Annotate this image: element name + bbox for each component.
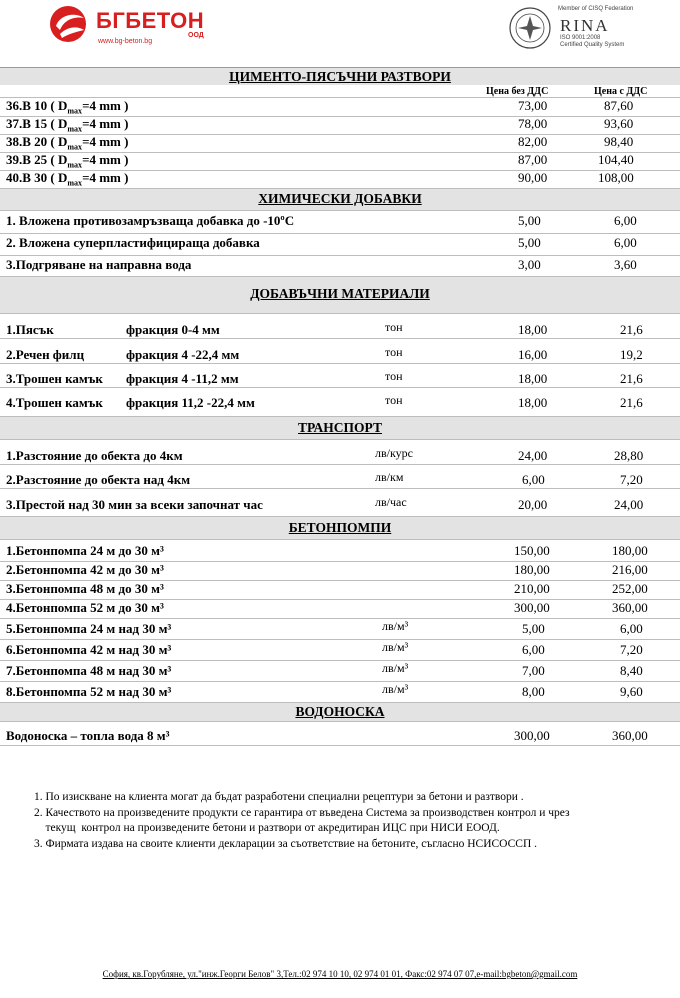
table-row bbox=[0, 621, 680, 641]
footer-contact: София, кв.Горубляне, ул."инж.Георги Белов" 3,Тел.:02 974 10 10, 02 974 01 01, Факс:02 974 07 07,e-mail:bgbeton@gmail.com bbox=[102, 969, 578, 979]
price-vat: 7,20 bbox=[620, 642, 643, 657]
price-no-vat: 16,00 bbox=[518, 347, 548, 362]
price-vat: 7,20 bbox=[620, 472, 643, 487]
price-vat: 98,40 bbox=[604, 134, 634, 149]
price-no-vat: 150,00 bbox=[514, 543, 550, 558]
row-label: 1.Бетонпомпа 24 м до 30 м³ bbox=[6, 543, 164, 558]
price-no-vat: 5,00 bbox=[522, 621, 545, 636]
section-title-materials: ДОБАВЪЧНИ МАТЕРИАЛИ bbox=[250, 286, 430, 301]
table-row bbox=[0, 497, 680, 517]
row-label: Водоноска – топла вода 8 м³ bbox=[6, 728, 170, 743]
price-vat: 93,60 bbox=[604, 116, 634, 131]
price-vat: 6,00 bbox=[620, 621, 643, 636]
price-no-vat: 300,00 bbox=[514, 728, 550, 743]
table-row bbox=[0, 663, 680, 683]
page-header bbox=[0, 0, 680, 66]
price-no-vat: 7,00 bbox=[522, 663, 545, 678]
row-label: 8.Бетонпомпа 52 м над 30 м³ bbox=[6, 684, 172, 699]
row-label: 3.Престой над 30 мин за всеки започнат час bbox=[6, 497, 263, 512]
website-text: www.bg-beton.bg bbox=[98, 38, 153, 45]
section-title-water: ВОДОНОСКА bbox=[295, 704, 385, 719]
price-vat: 180,00 bbox=[612, 543, 648, 558]
price-no-vat: 3,00 bbox=[518, 257, 541, 272]
row-label: 6.Бетонпомпа 42 м над 30 м³ bbox=[6, 642, 172, 657]
price-vat: 360,00 bbox=[612, 728, 648, 743]
table-row bbox=[0, 600, 680, 620]
table-row bbox=[0, 347, 680, 367]
row-label: 3.Трошен камък bbox=[6, 371, 103, 386]
price-no-vat: 18,00 bbox=[518, 322, 548, 337]
price-vat: 360,00 bbox=[612, 600, 648, 615]
column-header-no-vat: Цена без ДДС bbox=[486, 86, 549, 97]
cert-standard: ISO 9001:2008 bbox=[560, 35, 601, 41]
row-label: 1.Пясък bbox=[6, 322, 54, 337]
price-vat: 21,6 bbox=[620, 395, 643, 410]
divider bbox=[0, 338, 680, 339]
section-title-mortars: ЦИМЕНТО-ПЯСЪЧНИ РАЗТВОРИ bbox=[229, 69, 451, 84]
row-unit: тон bbox=[385, 345, 403, 359]
note-item: 2. Качеството на произведените продукти се гарантира от въведена Система за производствен контрол и чрез bbox=[34, 806, 570, 819]
row-label: 38.В 20 ( $D_{max}=4$ mm ) bbox=[6, 134, 129, 152]
logo-suffix: ООД bbox=[188, 32, 204, 39]
price-no-vat: 210,00 bbox=[514, 581, 550, 596]
section-title-chemicals: ХИМИЧЕСКИ ДОБАВКИ bbox=[258, 191, 422, 206]
price-no-vat: 5,00 bbox=[518, 213, 541, 228]
divider bbox=[0, 255, 680, 256]
price-vat: 3,60 bbox=[614, 257, 637, 272]
price-vat: 216,00 bbox=[612, 562, 648, 577]
divider bbox=[0, 210, 680, 211]
row-label: 4.Трошен камък bbox=[6, 395, 103, 410]
column-header-vat: Цена с ДДС bbox=[594, 86, 648, 97]
cert-name: RINA bbox=[560, 16, 610, 35]
table-row bbox=[0, 213, 680, 233]
table-row bbox=[0, 562, 680, 582]
row-label: 36.В 10 ( $D_{max}=4$ mm ) bbox=[6, 98, 129, 116]
divider bbox=[0, 488, 680, 489]
price-no-vat: 87,00 bbox=[518, 152, 548, 167]
row-label: 7.Бетонпомпа 48 м над 30 м³ bbox=[6, 663, 172, 678]
price-no-vat: 18,00 bbox=[518, 371, 548, 386]
table-row bbox=[0, 116, 680, 136]
cisq-seal-icon bbox=[508, 6, 552, 50]
table-row bbox=[0, 152, 680, 172]
price-no-vat: 24,00 bbox=[518, 448, 548, 463]
price-vat: 8,40 bbox=[620, 663, 643, 678]
divider bbox=[0, 539, 680, 540]
section-title-transport: ТРАНСПОРТ bbox=[298, 420, 382, 435]
row-unit: лв/км bbox=[375, 470, 404, 484]
row-unit: лв/м³ bbox=[382, 661, 409, 675]
certification-badge bbox=[508, 4, 658, 54]
row-label: 39.В 25 ( $D_{max}=4$ mm ) bbox=[6, 152, 129, 170]
row-unit: лв/курс bbox=[375, 446, 413, 460]
divider bbox=[0, 439, 680, 440]
row-unit: лв/м³ bbox=[382, 682, 409, 696]
table-row bbox=[0, 684, 680, 704]
table-row bbox=[0, 395, 680, 415]
row-unit: лв/м³ bbox=[382, 619, 409, 633]
row-fraction: фракция 11,2 -22,4 мм bbox=[126, 395, 255, 410]
divider bbox=[0, 681, 680, 682]
price-no-vat: 300,00 bbox=[514, 600, 550, 615]
price-vat: 108,00 bbox=[598, 170, 634, 185]
divider bbox=[0, 745, 680, 746]
row-unit: тон bbox=[385, 369, 403, 383]
price-no-vat: 6,00 bbox=[522, 472, 545, 487]
divider bbox=[0, 660, 680, 661]
price-no-vat: 73,00 bbox=[518, 98, 548, 113]
row-label: 5.Бетонпомпа 24 м над 30 м³ bbox=[6, 621, 172, 636]
row-unit: лв/м³ bbox=[382, 640, 409, 654]
row-label: 3.Подгряване на направна вода bbox=[6, 257, 192, 272]
row-unit: лв/час bbox=[375, 495, 407, 509]
row-unit: тон bbox=[385, 320, 403, 334]
row-label: 2.Разстояние до обекта над 4км bbox=[6, 472, 191, 487]
row-unit: тон bbox=[385, 393, 403, 407]
price-vat: 9,60 bbox=[620, 684, 643, 699]
divider bbox=[0, 233, 680, 234]
divider bbox=[0, 618, 680, 619]
cert-member-text: Member of CISQ Federation bbox=[558, 6, 634, 12]
table-row bbox=[0, 448, 680, 468]
price-vat: 252,00 bbox=[612, 581, 648, 596]
table-row bbox=[0, 170, 680, 190]
row-label: 2.Бетонпомпа 42 м до 30 м³ bbox=[6, 562, 164, 577]
price-vat: 21,6 bbox=[620, 322, 643, 337]
note-item: текущ контрол на произведените бетони и разтвори от акредитиран ИЦС при НИСИ ЕООД. bbox=[34, 822, 500, 834]
price-no-vat: 180,00 bbox=[514, 562, 550, 577]
company-logo bbox=[46, 4, 206, 48]
divider bbox=[0, 721, 680, 722]
table-row bbox=[0, 134, 680, 154]
row-fraction: фракция 0-4 мм bbox=[126, 322, 220, 337]
note-item: 1. По изискване на клиента могат да бъдат разработени специални рецептури за бетони и разтвори . bbox=[34, 791, 524, 803]
divider bbox=[0, 363, 680, 364]
table-row bbox=[0, 581, 680, 601]
price-no-vat: 82,00 bbox=[518, 134, 548, 149]
price-no-vat: 90,00 bbox=[518, 170, 548, 185]
cert-system: Certified Quality System bbox=[560, 42, 625, 48]
divider bbox=[0, 639, 680, 640]
price-vat: 87,60 bbox=[604, 98, 634, 113]
logo-swirl-icon bbox=[46, 4, 94, 44]
row-label: 1.Разстояние до обекта до 4км bbox=[6, 448, 183, 463]
price-no-vat: 8,00 bbox=[522, 684, 545, 699]
row-label: 1. Вложена противозамръзваща добавка до -10ºС bbox=[6, 213, 295, 228]
table-row bbox=[0, 642, 680, 662]
section-title-pumps: БЕТОНПОМПИ bbox=[288, 520, 392, 535]
table-row bbox=[0, 543, 680, 563]
price-no-vat: 18,00 bbox=[518, 395, 548, 410]
price-vat: 19,2 bbox=[620, 347, 643, 362]
price-vat: 24,00 bbox=[614, 497, 644, 512]
price-vat: 6,00 bbox=[614, 213, 637, 228]
logo-text: БГБЕТОН bbox=[96, 8, 205, 33]
row-label: 3.Бетонпомпа 48 м до 30 м³ bbox=[6, 581, 164, 596]
row-label: 2.Речен филц bbox=[6, 347, 85, 362]
price-no-vat: 78,00 bbox=[518, 116, 548, 131]
row-label: 2. Вложена суперпластифицираща добавка bbox=[6, 235, 260, 250]
table-row bbox=[0, 98, 680, 118]
table-row bbox=[0, 371, 680, 391]
divider bbox=[0, 313, 680, 314]
table-row bbox=[0, 257, 680, 277]
price-vat: 21,6 bbox=[620, 371, 643, 386]
price-no-vat: 20,00 bbox=[518, 497, 548, 512]
row-label: 4.Бетонпомпа 52 м до 30 м³ bbox=[6, 600, 164, 615]
row-fraction: фракция 4 -22,4 мм bbox=[126, 347, 240, 362]
notes-list bbox=[34, 790, 674, 852]
row-fraction: фракция 4 -11,2 мм bbox=[126, 371, 239, 386]
divider bbox=[0, 387, 680, 388]
price-vat: 6,00 bbox=[614, 235, 637, 250]
price-table bbox=[0, 66, 680, 746]
table-row bbox=[0, 472, 680, 492]
note-item: 3. Фирмата издава на своите клиенти декларации за съответствие на бетоните, съгласно НСИСОССП . bbox=[34, 837, 538, 850]
row-label: 40.В 30 ( $D_{max}=4$ mm ) bbox=[6, 170, 129, 188]
price-vat: 28,80 bbox=[614, 448, 644, 463]
row-label: 37.В 15 ( $D_{max}=4$ mm ) bbox=[6, 116, 129, 134]
divider bbox=[0, 464, 680, 465]
table-row bbox=[0, 235, 680, 255]
table-row bbox=[0, 322, 680, 342]
price-no-vat: 6,00 bbox=[522, 642, 545, 657]
price-vat: 104,40 bbox=[598, 152, 634, 167]
price-no-vat: 5,00 bbox=[518, 235, 541, 250]
